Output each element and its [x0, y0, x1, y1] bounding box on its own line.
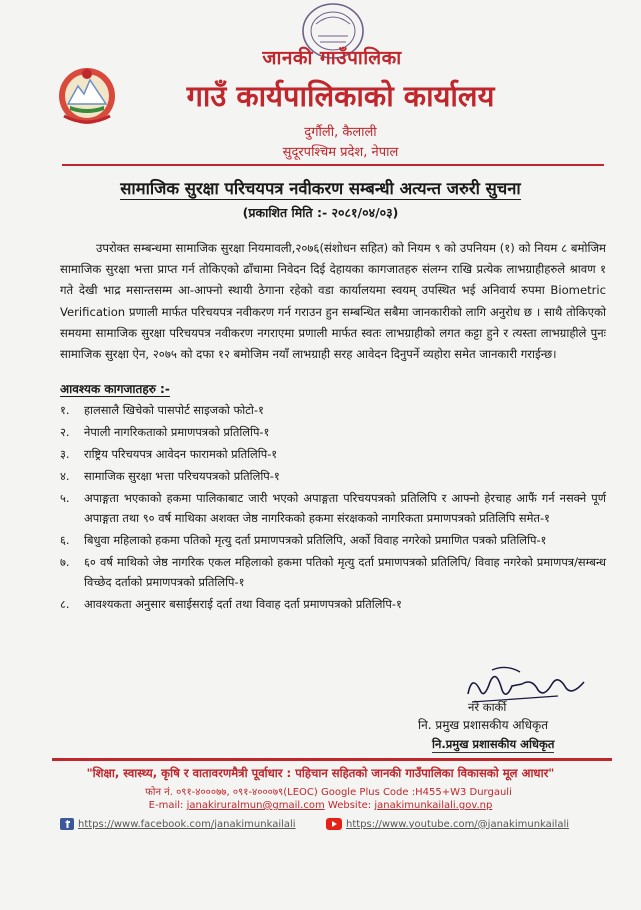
facebook-icon: [60, 818, 74, 830]
municipality-name: जानकी गाउँपालिका: [262, 47, 402, 69]
list-item: ४. सामाजिक सुरक्षा भत्ता परिचयपत्रको प्रतिलिपि-१: [60, 469, 280, 483]
website-link[interactable]: janakimunkailali.gov.np: [374, 800, 493, 811]
list-item: १. हालसालै खिचेको पासपोर्ट साइजको फोटो-१: [60, 403, 264, 417]
designation-stamp: नि.प्रमुख प्रशासकीय अधिकृत: [432, 737, 555, 751]
footer-phone: फोन नं. ०९१-४०००७७, ०९१-४०००७९(LEOC) Google Plus Code :H455+W3 Durgauli: [145, 787, 512, 798]
footer-motto: "शिक्षा, स्वास्थ्य, कृषि र वातावरणमैत्री पूर्वाधार : पहिचान सहितको जानकी गाउँपालिका विकासको मूल आधार": [86, 766, 555, 780]
address-line-1: दुर्गौली, कैलाली: [304, 125, 377, 140]
footer-contact: [0, 800, 641, 811]
facebook-link[interactable]: https://www.facebook.com/janakimunkailali: [78, 818, 296, 830]
youtube-link[interactable]: https://www.youtube.com/@janakimunkailali: [346, 818, 570, 830]
publish-date: (प्रकाशित मिति :- २०८१/०४/०३): [242, 205, 399, 220]
footer-divider: [52, 758, 612, 761]
website-label: Website:: [327, 800, 372, 811]
notice-body: [60, 238, 606, 365]
list-item: ६. बिधुवा महिलाको हकमा पतिको मृत्यु दर्ता प्रमाणपत्रको प्रतिलिपि, अर्को विवाह नगरेको प्रमाणित पत्रको प्रतिलिपि-१: [60, 533, 547, 547]
signatory-name: नरे कार्की: [468, 700, 507, 714]
list-item: ८. आवश्यकता अनुसार बसाईसराई दर्ता तथा विवाह दर्ता प्रमाणपत्रको प्रतिलिपि-१: [60, 597, 402, 611]
address-line-2: सुदूरपश्चिम प्रदेश, नेपाल: [282, 145, 399, 160]
facebook-link-row: [60, 818, 296, 830]
body-paragraph: उपरोक्त सम्बन्धमा सामाजिक सुरक्षा नियमावली,२०७६(संशोधन सहित) को नियम ९ को उपनियम (१) को नियम ८ बमोजिम सामाजिक सुरक्षा भत्ता प्राप्त गर्न तोकिएको ढाँचामा निवेदन दिई देहायका कागजातहरु संलग्न राखि प्रत्येक लाभग्राहीहरुले श्रावण १ गते देखी भाद्र मसान्तसम्म आ-आफ्नो स्थायी ठेगाना रहेको वडा कार्यालयमा स्वयम् उपस्थित भई अनिवार्य रुपमा Biometric Verification प्रणाली मार्फत परिचयपत्र नवीकरण गर्न गराउन हुन सम्बन्धित सबैमा जानकारीको लागि अनुरोध छ । साथै तोकिएको समयमा सामाजिक सुरक्षा परिचयपत्र नवीकरण नगराएमा प्रणाली मार्फत स्वतः लाभग्राहीको लगत कट्टा हुने र त्यस्ता लाभग्राहीले पुनः सामाजिक सुरक्षा ऐन, २०७५ को दफा १२ बमोजिम नयाँ लाभग्राही सरह आवेदन दिनुपर्ने व्यहोरा समेत जानकारी गराईन्छ।: [60, 241, 606, 362]
requirements-list: [60, 400, 606, 616]
notice-title: सामाजिक सुरक्षा परिचयपत्र नवीकरण सम्बन्धी अत्यन्त जरुरी सुचना: [120, 179, 521, 198]
office-name: गाउँ कार्यपालिकाको कार्यालय: [186, 79, 495, 113]
list-item: ७. ६० वर्ष माथिको जेष्ठ नागरिक एकल महिलाको हकमा पतिको मृत्यु दर्ता प्रमाणपत्रको प्रतिलिपि/ विवाह नगरेको प्रमाणपत्र/सम्बन्ध विच्छेद दर्ताको प्रमाणपत्रको प्रतिलिपि-१: [60, 555, 606, 589]
email-label: E-mail:: [148, 800, 184, 811]
youtube-icon: [326, 818, 342, 830]
youtube-link-row: [326, 818, 569, 830]
signatory-post: नि. प्रमुख प्रशासकीय अधिकृत: [418, 718, 549, 732]
list-item: ५. अपाङ्गता भएकाको हकमा पालिकाबाट जारी भएको अपाङ्गता परिचयपत्रको प्रतिलिपि र आफ्नो हेरचाह आफैं गर्न नसक्ने पूर्ण अपाङ्गता तथा ९० वर्ष माथिका अशक्त जेष्ठ नागरिकको हकमा संरक्षकको नागरिकता प्रमाणपत्रको प्रतिलिपि समेत-१: [60, 491, 606, 525]
header-divider: [62, 164, 604, 166]
list-item: ३. राष्ट्रिय परिचयपत्र आवेदन फारामको प्रतिलिपि-१: [60, 447, 278, 461]
email-link[interactable]: janakiruralmun@gmail.com: [186, 800, 325, 811]
requirements-heading: आवश्यक कागजातहरु :-: [60, 382, 170, 396]
social-links: [60, 818, 600, 834]
list-item: २. नेपाली नागरिकताको प्रमाणपत्रको प्रतिलिपि-१: [60, 425, 270, 439]
